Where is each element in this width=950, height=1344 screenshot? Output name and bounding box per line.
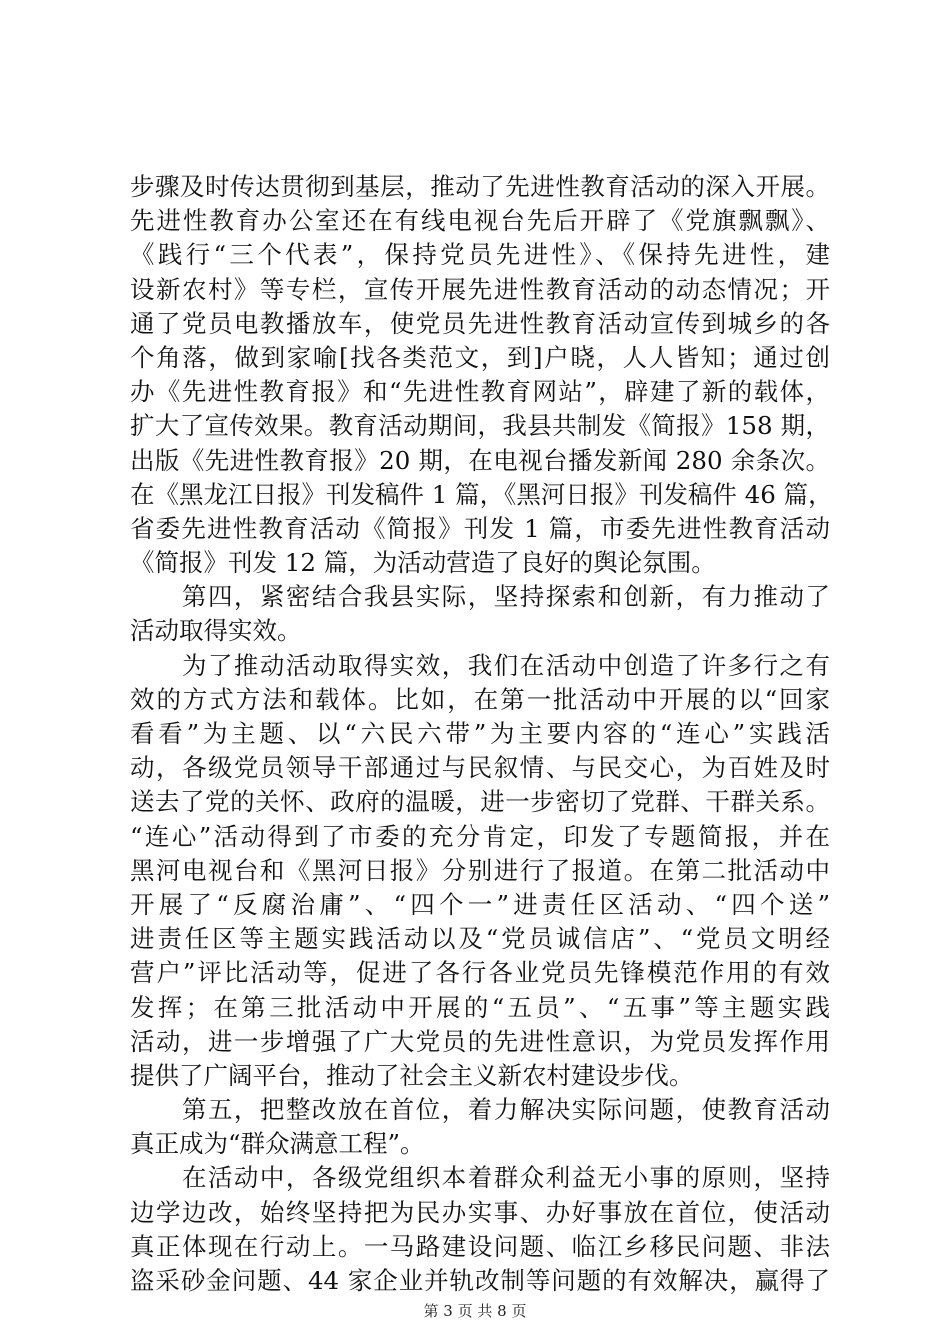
text-line: 通了党员电教播放车，使党员先进性教育活动宣传到城乡的各 xyxy=(130,308,830,338)
text-line: 《简报》刊发 12 篇，为活动营造了良好的舆论氛围。 xyxy=(130,548,716,578)
text-line: 进责任区等主题实践活动以及“党员诚信店”、“党员文明经 xyxy=(130,924,830,954)
text-line: 提供了广阔平台，推动了社会主义新农村建设步伐。 xyxy=(130,1060,694,1090)
text-line: “连心”活动得到了市委的充分肯定，印发了专题简报，并在 xyxy=(130,821,830,851)
text-line: 动，各级党员领导干部通过与民叙情、与民交心，为百姓及时 xyxy=(130,753,830,783)
text-line: 办《先进性教育报》和“先进性教育网站”，辟建了新的载体， xyxy=(130,377,830,407)
text-line: 先进性教育办公室还在有线电视台先后开辟了《党旗飘飘》、 xyxy=(130,206,830,236)
text-line: 效的方式方法和载体。比如，在第一批活动中开展的以“回家 xyxy=(130,684,830,714)
text-line: 开展了“反腐治庸”、“四个一”进责任区活动、“四个送” xyxy=(130,889,830,919)
text-line: 边学边改，始终坚持把为民办实事、办好事放在首位，使活动 xyxy=(130,1197,830,1227)
text-line: 个角落，做到家喻[找各类范文，到]户晓，人人皆知；通过创 xyxy=(130,342,830,372)
text-line: 营户”评比活动等，促进了各行各业党员先锋模范作用的有效 xyxy=(130,958,830,988)
text-line: 第五，把整改放在首位，着力解决实际问题，使教育活动 xyxy=(130,1095,830,1125)
text-line: 为了推动活动取得实效，我们在活动中创造了许多行之有 xyxy=(130,650,830,680)
page-footer: 第 3 页 共 8 页 xyxy=(423,1302,527,1320)
text-line: 送去了党的关怀、政府的温暖，进一步密切了党群、干群关系。 xyxy=(130,787,830,817)
text-line: 发挥；在第三批活动中开展的“五员”、“五事”等主题实践 xyxy=(130,992,830,1022)
text-line: 在活动中，各级党组织本着群众利益无小事的原则，坚持 xyxy=(130,1163,830,1193)
text-line: 设新农村》等专栏，宣传开展先进性教育活动的动态情况；开 xyxy=(130,274,830,304)
text-line: 活动取得实效。 xyxy=(130,616,302,646)
text-line: 看看”为主题、以“六民六带”为主要内容的“连心”实践活 xyxy=(130,719,830,748)
text-line: 真正体现在行动上。一马路建设问题、临江乡移民问题、非法 xyxy=(130,1231,830,1261)
text-line: 第四，紧密结合我县实际，坚持探索和创新，有力推动了 xyxy=(130,582,830,612)
text-line: 扩大了宣传效果。教育活动期间，我县共制发《简报》158 期， xyxy=(130,411,830,441)
text-line: 在《黑龙江日报》刊发稿件 1 篇，《黑河日报》刊发稿件 46 篇， xyxy=(130,479,833,509)
text-line: 活动，进一步增强了广大党员的先进性意识，为党员发挥作用 xyxy=(130,1026,830,1056)
text-line: 真正成为“群众满意工程”。 xyxy=(130,1129,425,1159)
text-line: 步骤及时传达贯彻到基层，推动了先进性教育活动的深入开展。 xyxy=(130,172,830,201)
text-line: 《践行“三个代表”，保持党员先进性》、《保持先进性，建 xyxy=(130,240,830,270)
text-line: 盗采砂金问题、44 家企业并轨改制等问题的有效解决，赢得了 xyxy=(130,1266,830,1295)
text-line: 出版《先进性教育报》20 期，在电视台播发新闻 280 余条次。 xyxy=(130,445,830,475)
text-line: 黑河电视台和《黑河日报》分别进行了报道。在第二批活动中 xyxy=(130,855,830,885)
text-line: 省委先进性教育活动《简报》刊发 1 篇，市委先进性教育活动 xyxy=(130,513,830,543)
document-body xyxy=(130,170,833,1298)
